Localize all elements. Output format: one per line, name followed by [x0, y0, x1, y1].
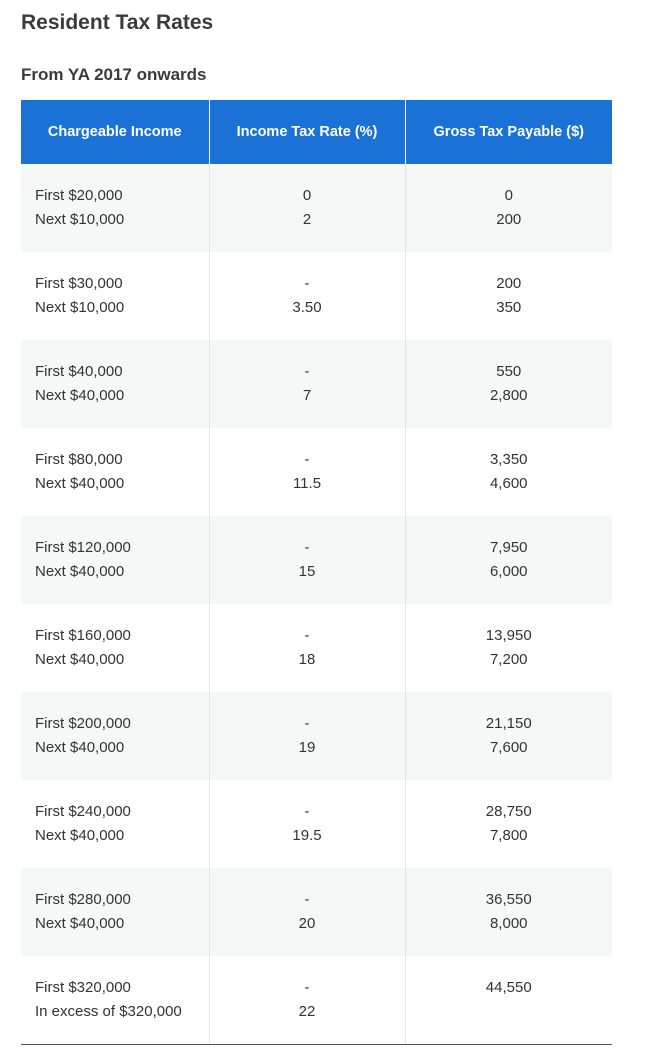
income-line: First $30,000 — [35, 275, 123, 292]
cell-income-tax-rate — [209, 780, 405, 868]
rate-line: 19 — [298, 739, 316, 756]
rate-line: - — [304, 539, 310, 556]
rate-line: 0 — [302, 187, 312, 204]
income-line: Next $10,000 — [35, 299, 125, 316]
rate-line: - — [304, 627, 310, 644]
income-line: Next $40,000 — [35, 915, 125, 932]
payable-line: 3,350 — [489, 451, 528, 468]
income-line: In excess of $320,000 — [35, 1003, 182, 1020]
cell-chargeable-income — [21, 780, 209, 868]
payable-line: 200 — [496, 211, 522, 228]
income-line: Next $40,000 — [35, 475, 125, 492]
table-row — [21, 252, 612, 340]
cell-gross-tax-payable — [405, 340, 612, 428]
income-line: Next $40,000 — [35, 739, 125, 756]
table-row — [21, 604, 612, 692]
rate-line: - — [304, 363, 310, 380]
table-row — [21, 956, 612, 1045]
cell-income-tax-rate — [209, 252, 405, 340]
payable-line: 4,600 — [489, 475, 528, 492]
cell-chargeable-income — [21, 868, 209, 956]
rate-line: - — [304, 275, 310, 292]
cell-income-tax-rate — [209, 516, 405, 604]
rate-line: 7 — [302, 387, 312, 404]
table-row — [21, 516, 612, 604]
cell-income-tax-rate — [209, 956, 405, 1045]
rate-line: 18 — [298, 651, 316, 668]
cell-income-tax-rate — [209, 340, 405, 428]
rate-line: 22 — [298, 1003, 316, 1020]
rate-line: 11.5 — [292, 475, 322, 492]
income-line: First $120,000 — [35, 539, 131, 556]
income-line: First $160,000 — [35, 627, 131, 644]
cell-chargeable-income — [21, 340, 209, 428]
payable-line: 8,000 — [489, 915, 528, 932]
table-row — [21, 868, 612, 956]
table-body — [21, 164, 612, 1045]
header-chargeable-income: Chargeable Income — [21, 100, 209, 164]
cell-gross-tax-payable — [405, 252, 612, 340]
payable-line: 7,950 — [489, 539, 528, 556]
cell-gross-tax-payable — [405, 692, 612, 780]
table-row — [21, 164, 612, 252]
cell-income-tax-rate — [209, 428, 405, 516]
cell-income-tax-rate — [209, 604, 405, 692]
income-line: Next $40,000 — [35, 387, 125, 404]
table-row — [21, 692, 612, 780]
header-gross-tax-payable: Gross Tax Payable ($) — [405, 100, 612, 164]
cell-chargeable-income — [21, 692, 209, 780]
income-line: Next $40,000 — [35, 563, 125, 580]
payable-line: 36,550 — [485, 891, 532, 908]
cell-gross-tax-payable — [405, 428, 612, 516]
payable-line: 2,800 — [489, 387, 528, 404]
payable-line: 350 — [496, 299, 522, 316]
rate-line: 15 — [298, 563, 316, 580]
tax-rates-table — [21, 100, 612, 1045]
payable-line: 44,550 — [485, 979, 532, 996]
cell-gross-tax-payable — [405, 164, 612, 252]
income-line: First $80,000 — [35, 451, 123, 468]
income-line: First $20,000 — [35, 187, 123, 204]
table-row — [21, 428, 612, 516]
income-line: First $320,000 — [35, 979, 131, 996]
page-title: Resident Tax Rates — [21, 11, 214, 34]
payable-line: 13,950 — [485, 627, 532, 644]
income-line: Next $10,000 — [35, 211, 125, 228]
cell-income-tax-rate — [209, 164, 405, 252]
payable-line: 7,200 — [489, 651, 528, 668]
rate-line: 3.50 — [292, 299, 322, 316]
table-row — [21, 340, 612, 428]
payable-line: 550 — [496, 363, 522, 380]
rate-line: 20 — [298, 915, 316, 932]
cell-income-tax-rate — [209, 692, 405, 780]
rate-line: 19.5 — [292, 827, 322, 844]
income-line: Next $40,000 — [35, 827, 125, 844]
payable-line: 7,600 — [489, 739, 528, 756]
rate-line: 2 — [302, 211, 312, 228]
cell-income-tax-rate — [209, 868, 405, 956]
cell-chargeable-income — [21, 428, 209, 516]
payable-line: 0 — [504, 187, 513, 204]
payable-line — [406, 1000, 613, 1024]
table-row — [21, 780, 612, 868]
table-header — [21, 100, 612, 164]
header-income-tax-rate: Income Tax Rate (%) — [209, 100, 405, 164]
cell-chargeable-income — [21, 956, 209, 1045]
payable-line: 200 — [496, 275, 522, 292]
rate-line: - — [304, 451, 310, 468]
rate-line: - — [304, 803, 310, 820]
cell-gross-tax-payable — [405, 604, 612, 692]
rate-line: - — [304, 715, 310, 732]
income-line: First $240,000 — [35, 803, 131, 820]
payable-line: 6,000 — [489, 563, 528, 580]
cell-chargeable-income — [21, 164, 209, 252]
cell-chargeable-income — [21, 604, 209, 692]
income-line: First $280,000 — [35, 891, 131, 908]
income-line: Next $40,000 — [35, 651, 125, 668]
income-line: First $200,000 — [35, 715, 131, 732]
section-title: From YA 2017 onwards — [21, 65, 207, 84]
cell-chargeable-income — [21, 252, 209, 340]
cell-chargeable-income — [21, 516, 209, 604]
income-line: First $40,000 — [35, 363, 123, 380]
header-row — [21, 100, 612, 164]
payable-line: 28,750 — [485, 803, 532, 820]
payable-line: 21,150 — [485, 715, 532, 732]
rate-line: - — [304, 979, 310, 996]
cell-gross-tax-payable — [405, 780, 612, 868]
rate-line: - — [304, 891, 310, 908]
cell-gross-tax-payable — [405, 956, 612, 1045]
cell-gross-tax-payable — [405, 868, 612, 956]
cell-gross-tax-payable — [405, 516, 612, 604]
payable-line: 7,800 — [489, 827, 528, 844]
